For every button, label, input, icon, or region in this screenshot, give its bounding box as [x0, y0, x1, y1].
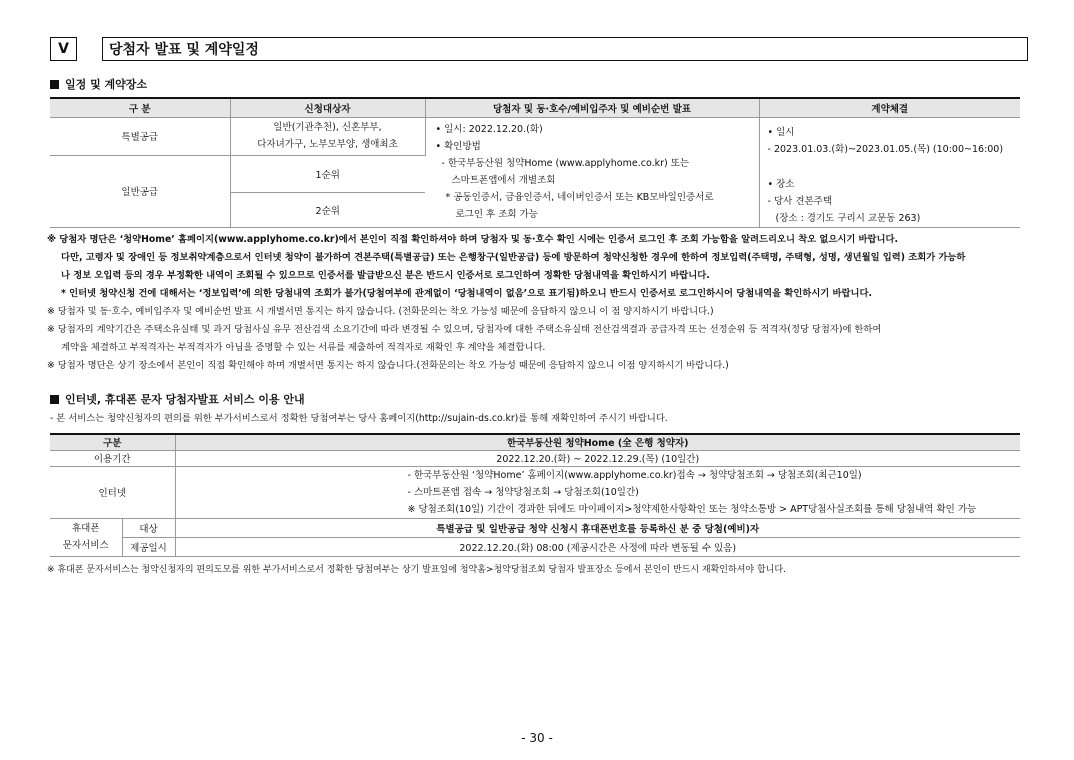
footnote: ※ 휴대폰 문자서비스는 청약신청자의 편의도모를 위한 부가서비스로서 정확한 당첨여부는 상기 발표일에 청약홈>청약당첨조회 당첨자 발표장소 등에서 본인이 반드시 재확인하셔야 합니다.	[47, 565, 786, 575]
table-header-row	[50, 434, 1020, 450]
square-bullet-icon	[50, 80, 59, 89]
section-header	[50, 37, 1028, 61]
col-header-contract: 계약체결	[759, 98, 1020, 117]
service-table	[50, 433, 1020, 557]
note-line: 나 정보 오입력 등의 경우 부정확한 내역이 조회될 수 있으므로 인증서를 발급받으신 분은 반드시 인증서로 로그인하여 정확한 당첨내역을 확인하시기 바랍니다.	[61, 270, 710, 281]
sms-label-line-2: 문자서비스	[62, 540, 109, 551]
col-header-announce: 당첨자 및 동·호수/예비입주자 및 예비순번 발표	[425, 98, 759, 117]
target-label: 대상	[122, 518, 175, 537]
contract-line-2: - 2023.01.03.(화)~2023.01.05.(목) (10:00~16:00)	[767, 143, 1004, 155]
contract-spacer	[768, 158, 1017, 176]
internet-label: 인터넷	[50, 466, 175, 518]
service-heading	[50, 391, 305, 407]
internet-line-2: - 스마트폰앱 접속 → 청약당첨조회 → 당첨조회(10일간)	[407, 486, 639, 498]
table-header-row	[50, 98, 1020, 117]
announce-line-4: 스마트폰앱에서 개별조회	[451, 175, 556, 186]
contract-line-5: (장소 : 경기도 구리시 교문동 263)	[775, 212, 921, 224]
square-bullet-icon	[50, 395, 59, 404]
note-line: * 인터넷 청약신청 건에 대해서는 ‘정보입력’에 의한 당첨내역 조회가 불가(당첨여부에 관계없이 ‘당첨내역이 없음’으로 표기됨)하오니 반드시 인증서로 로그인하시어 당첨내역을 확인하시기 바랍니다.	[61, 288, 872, 299]
contract-line-4: - 당사 견본주택	[767, 195, 833, 207]
announce-line-5: * 공동인증서, 금융인증서, 네이버인증서 또는 KB모바일인증서로	[445, 192, 714, 203]
special-target-line-1: 일반(기관추천), 신혼부부,	[273, 122, 382, 133]
target-value: 특별공급 및 일반공급 청약 신청시 휴대폰번호를 등록하신 분 중 당첨(예비)자	[175, 518, 1020, 537]
general-supply-label: 일반공급	[50, 155, 230, 227]
provide-value: 2022.12.20.(화) 08:00 (제공시간은 사정에 따라 변동될 수 있음)	[175, 537, 1020, 556]
internet-cell	[175, 466, 1020, 518]
provide-label: 제공일시	[122, 537, 175, 556]
table-row	[50, 518, 1020, 537]
col-header-category: 구 분	[50, 98, 230, 117]
announce-line-6: 로그인 후 조회 가능	[455, 209, 538, 220]
period-value: 2022.12.20.(화) ~ 2022.12.29.(목) (10일간)	[175, 450, 1020, 466]
service-heading-text: 인터넷, 휴대폰 문자 당첨자발표 서비스 이용 안내	[65, 393, 305, 406]
schedule-heading	[50, 76, 147, 92]
note-line: ※ 당첨자 및 동·호수, 예비입주자 및 예비순번 발표 시 개별서면 통지는 하지 않습니다. (전화문의는 착오 가능성 때문에 응답하지 않으니 이 점 양지하시기 바랍니다.)	[47, 306, 714, 317]
special-supply-label: 특별공급	[50, 117, 230, 155]
table-row	[50, 466, 1020, 518]
special-supply-target	[230, 117, 425, 155]
table-row	[50, 117, 1020, 155]
special-target-line-2: 다자녀가구, 노부모부양, 생애최초	[257, 139, 398, 150]
schedule-table	[50, 97, 1020, 228]
col-header-category: 구분	[50, 434, 175, 450]
contract-line-3: • 장소	[767, 178, 795, 190]
service-intro: - 본 서비스는 청약신청자의 편의를 위한 부가서비스로서 정확한 당첨여부는 당사 홈페이지(http://sujain-ds.co.kr)를 통해 재확인하여 주시기 바랍니다.	[50, 413, 668, 424]
schedule-heading-text: 일정 및 계약장소	[65, 78, 148, 91]
contract-cell	[759, 117, 1020, 227]
table-row	[50, 450, 1020, 466]
period-label: 이용기간	[50, 450, 175, 466]
announce-line-2: • 확인방법	[435, 141, 481, 152]
note-line: ※ 당첨자의 계약기간은 주택소유실태 및 과거 당첨사실 유무 전산검색 소요기간에 따라 변경될 수 있으며, 당첨자에 대한 주택소유실태 전산검색결과 공급자격 또는 선정순위 등 적격자(정당 당첨자)에 한하여	[47, 324, 882, 335]
page-number: - 30 -	[521, 731, 553, 745]
table-row	[50, 537, 1020, 556]
note-line: 다만, 고령자 및 장애인 등 정보취약계층으로서 인터넷 청약이 불가하여 견본주택(특별공급) 또는 은행창구(일반공급) 등에 방문하여 청약신청한 경우에 한하여 정보입력(주택명, 주택형, 성명, 생년월일 입력) 조회가 가능하	[61, 252, 966, 263]
sms-label-line-1: 휴대폰	[71, 523, 100, 534]
section-number: V	[50, 37, 77, 61]
announce-cell	[425, 117, 759, 227]
col-header-applyhome: 한국부동산원 청약Home (全 은행 청약자)	[175, 434, 1020, 450]
announce-line-3: - 한국부동산원 청약Home (www.applyhome.co.kr) 또는	[441, 158, 690, 169]
col-header-target: 신청대상자	[230, 98, 425, 117]
internet-line-3: ※ 당첨조회(10일) 기간이 경과한 뒤에도 마이페이지>청약제한사항확인 또는 청약소통방 > APT당첨사실조회를 통해 당첨내역 확인 가능	[407, 503, 977, 515]
notes-block	[47, 231, 1037, 375]
note-line: ※ 당첨자 명단은 ‘청약Home’ 홈페이지(www.applyhome.co.kr)에서 본인이 직접 확인하셔야 하며 당첨자 및 동·호수 확인 시에는 인증서 로그인 후 조회 가능함을 알려드리오니 착오 없으시기 바랍니다.	[47, 234, 899, 245]
note-line: ※ 당첨자 명단은 상기 장소에서 본인이 직접 확인해야 하며 개별서면 통지는 하지 않습니다.(전화문의는 착오 가능성 때문에 응답하지 않으니 이점 양지하시기 바랍니다.)	[47, 360, 729, 371]
general-rank-1: 1순위	[230, 155, 425, 192]
general-rank-2: 2순위	[230, 192, 425, 227]
internet-line-1: - 한국부동산원 ‘청약Home’ 홈페이지(www.applyhome.co.kr)접속 → 청약당첨조회 → 당첨조회(최근10일)	[407, 469, 862, 481]
section-title: 당첨자 발표 및 계약일정	[102, 37, 1028, 61]
note-line: 계약을 체결하고 부적격자는 부적격자가 아님을 증명할 수 있는 서류를 제출하여 적격자로 재확인 후 계약을 체결합니다.	[61, 342, 546, 353]
announce-line-1: • 일시: 2022.12.20.(화)	[435, 124, 543, 135]
sms-label	[50, 518, 122, 556]
contract-line-1: • 일시	[767, 126, 795, 138]
